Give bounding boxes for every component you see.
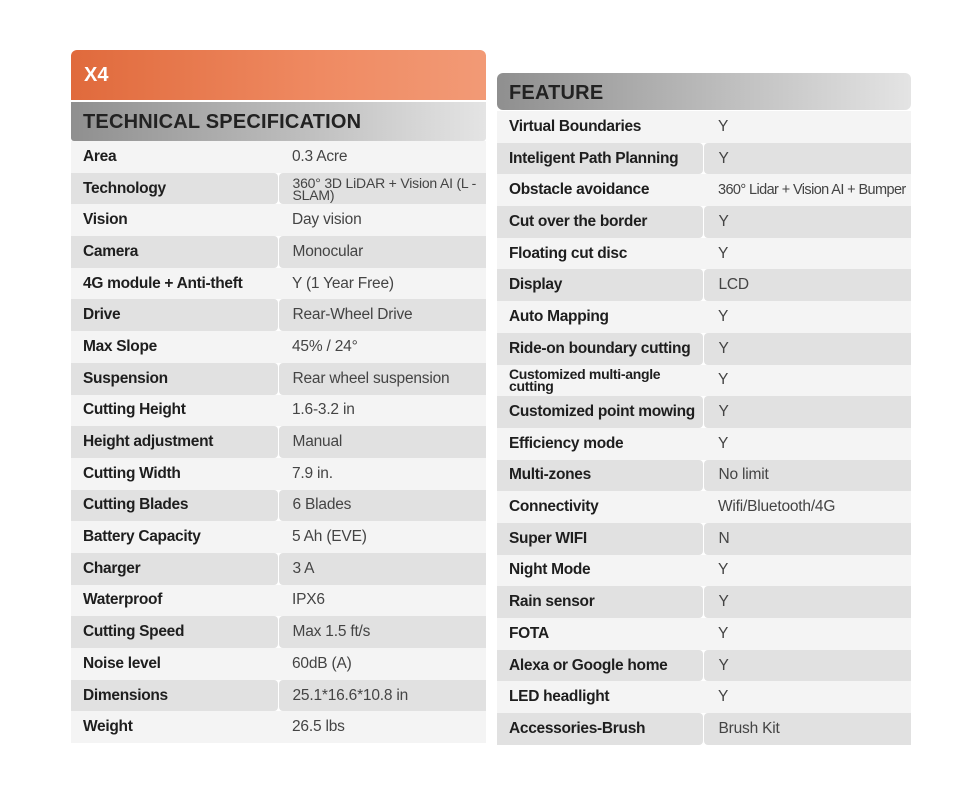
feature-panel	[497, 73, 911, 745]
spec-label: Technology	[71, 173, 278, 205]
spec-row	[71, 458, 486, 490]
feature-row	[497, 428, 911, 460]
feature-value: 360° Lidar + Vision AI + Bumper	[703, 174, 911, 206]
feature-label: LED headlight	[497, 681, 703, 713]
spec-row	[71, 553, 486, 585]
feature-row	[497, 523, 911, 555]
feature-value: Y	[704, 143, 912, 175]
spec-value: Rear wheel suspension	[279, 363, 487, 395]
feature-row	[497, 206, 911, 238]
spec-row	[71, 173, 486, 205]
spec-table	[71, 141, 486, 743]
spec-value: Monocular	[279, 236, 487, 268]
feature-row	[497, 681, 911, 713]
feature-value: Y	[704, 650, 912, 682]
feature-label: Customized point mowing	[497, 396, 703, 428]
feature-row	[497, 143, 911, 175]
spec-label: Max Slope	[71, 331, 278, 363]
spec-value: 0.3 Acre	[278, 141, 486, 173]
feature-label: Super WIFI	[497, 523, 703, 555]
feature-label: Auto Mapping	[497, 301, 703, 333]
feature-label: Multi-zones	[497, 460, 703, 492]
feature-value: Brush Kit	[704, 713, 912, 745]
spec-label: Cutting Speed	[71, 616, 278, 648]
spec-value: 1.6-3.2 in	[278, 395, 486, 427]
feature-value: N	[704, 523, 912, 555]
spec-label: Dimensions	[71, 680, 278, 712]
technical-specification-panel	[71, 50, 486, 743]
spec-label: Weight	[71, 711, 278, 743]
feature-row	[497, 650, 911, 682]
feature-value: Y	[703, 618, 911, 650]
feature-row	[497, 174, 911, 206]
spec-value: 26.5 lbs	[278, 711, 486, 743]
spec-value: 5 Ah (EVE)	[278, 521, 486, 553]
feature-row	[497, 491, 911, 523]
spec-row	[71, 680, 486, 712]
feature-value: Y	[703, 681, 911, 713]
feature-value: Y	[704, 206, 912, 238]
spec-label: Noise level	[71, 648, 278, 680]
feature-label: Customized multi-angle cutting	[497, 365, 703, 397]
spec-label: Suspension	[71, 363, 278, 395]
feature-label: Efficiency mode	[497, 428, 703, 460]
spec-value: Rear-Wheel Drive	[279, 299, 487, 331]
spec-value: 60dB (A)	[278, 648, 486, 680]
spec-row	[71, 268, 486, 300]
feature-section-title: FEATURE	[497, 73, 911, 110]
feature-value: Y	[703, 365, 911, 397]
spec-value: 3 A	[279, 553, 487, 585]
feature-label: Rain sensor	[497, 586, 703, 618]
spec-label: Drive	[71, 299, 278, 331]
feature-row	[497, 555, 911, 587]
feature-label: Floating cut disc	[497, 238, 703, 270]
feature-value: Y	[703, 428, 911, 460]
spec-label: Cutting Blades	[71, 490, 278, 522]
model-title: X4	[71, 50, 486, 100]
spec-value: 6 Blades	[279, 490, 487, 522]
spec-label: Charger	[71, 553, 278, 585]
feature-label: Ride-on boundary cutting	[497, 333, 703, 365]
feature-row	[497, 618, 911, 650]
spec-row	[71, 711, 486, 743]
feature-value: LCD	[704, 269, 912, 301]
feature-row	[497, 460, 911, 492]
spec-row	[71, 363, 486, 395]
spec-label: Battery Capacity	[71, 521, 278, 553]
spec-row	[71, 204, 486, 236]
spec-label: Cutting Height	[71, 395, 278, 427]
feature-label: Obstacle avoidance	[497, 174, 703, 206]
feature-label: Alexa or Google home	[497, 650, 703, 682]
feature-value: No limit	[704, 460, 912, 492]
feature-row	[497, 396, 911, 428]
feature-label: Inteligent Path Planning	[497, 143, 703, 175]
spec-row	[71, 490, 486, 522]
feature-label: Accessories-Brush	[497, 713, 703, 745]
spec-value: 360° 3D LiDAR + Vision AI (L - SLAM)	[279, 173, 487, 205]
feature-row	[497, 238, 911, 270]
spec-label: Waterproof	[71, 585, 278, 617]
feature-label: Connectivity	[497, 491, 703, 523]
feature-label: Virtual Boundaries	[497, 111, 703, 143]
spec-row	[71, 521, 486, 553]
spec-label: Camera	[71, 236, 278, 268]
spec-row	[71, 648, 486, 680]
spec-row	[71, 299, 486, 331]
feature-value: Y	[704, 333, 912, 365]
feature-label: FOTA	[497, 618, 703, 650]
feature-row	[497, 111, 911, 143]
spec-row	[71, 331, 486, 363]
feature-value: Y	[703, 238, 911, 270]
spec-value: Day vision	[278, 204, 486, 236]
feature-row	[497, 713, 911, 745]
feature-label: Night Mode	[497, 555, 703, 587]
feature-row	[497, 269, 911, 301]
spec-section-title: TECHNICAL SPECIFICATION	[71, 102, 486, 141]
spec-value: 7.9 in.	[278, 458, 486, 490]
feature-row	[497, 586, 911, 618]
spec-row	[71, 395, 486, 427]
spec-value: Y (1 Year Free)	[278, 268, 486, 300]
feature-label: Cut over the border	[497, 206, 703, 238]
feature-value: Wifi/Bluetooth/4G	[703, 491, 911, 523]
spec-label: Vision	[71, 204, 278, 236]
feature-label: Display	[497, 269, 703, 301]
feature-row	[497, 333, 911, 365]
feature-value: Y	[704, 586, 912, 618]
spec-row	[71, 616, 486, 648]
spec-value: Manual	[279, 426, 487, 458]
spec-value: 45% / 24°	[278, 331, 486, 363]
feature-value: Y	[703, 555, 911, 587]
feature-value: Y	[703, 301, 911, 333]
spec-label: 4G module + Anti-theft	[71, 268, 278, 300]
feature-table	[497, 111, 911, 745]
spec-value: 25.1*16.6*10.8 in	[279, 680, 487, 712]
feature-row	[497, 301, 911, 333]
spec-label: Height adjustment	[71, 426, 278, 458]
feature-row	[497, 365, 911, 397]
spec-label: Cutting Width	[71, 458, 278, 490]
spec-row	[71, 426, 486, 458]
spec-value: IPX6	[278, 585, 486, 617]
feature-value: Y	[704, 396, 912, 428]
spec-row	[71, 236, 486, 268]
spec-row	[71, 141, 486, 173]
spec-row	[71, 585, 486, 617]
feature-value: Y	[703, 111, 911, 143]
spec-label: Area	[71, 141, 278, 173]
spec-value: Max 1.5 ft/s	[279, 616, 487, 648]
